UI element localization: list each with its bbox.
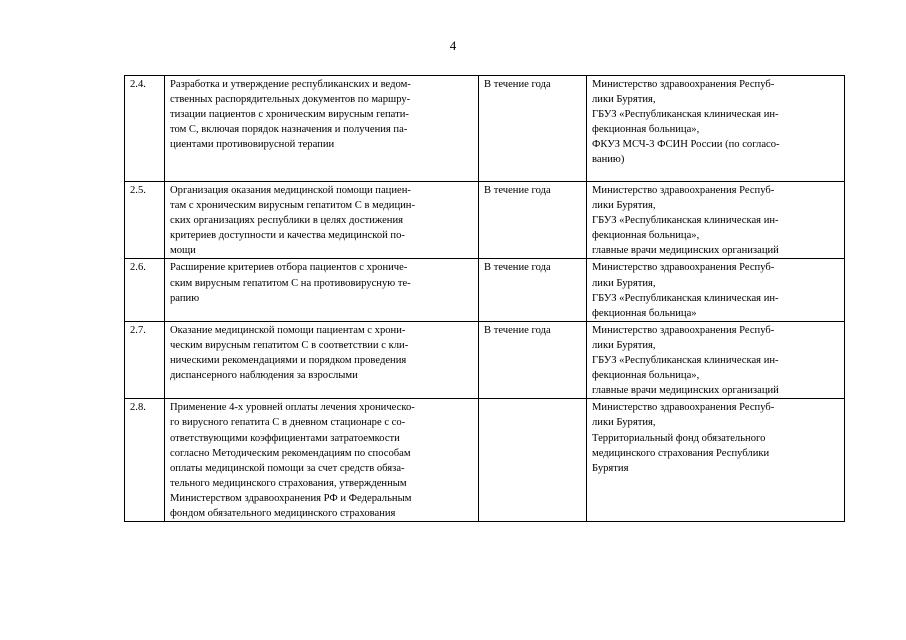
measure-description: Применение 4-х уровней оплаты лечения хроническо- го вирусного гепатита С в дневном стационаре с со- ответствующими коэффициентами затратоемкости согласно Методическим рекомендациям по способам оплаты медицинской помощи за счет средств обяза- тельного медицинского страхования, утвержденным Министерством здравоохранения РФ и Федеральным фондом обязательного медицинского страхования	[165, 399, 479, 522]
table-row	[125, 321, 845, 398]
measure-responsible: Министерство здравоохранения Респуб- лики Бурятия, ГБУЗ «Республиканская клиническая ин- фекционная больница», главные врачи медицинских организаций	[587, 182, 845, 259]
measure-responsible: Министерство здравоохранения Респуб- лики Бурятия, Территориальный фонд обязательного медицинского страхования Республики Бурятия	[587, 399, 845, 522]
measure-term: В течение года	[479, 321, 587, 398]
row-number: 2.8.	[125, 399, 165, 522]
table-row	[125, 76, 845, 182]
table-row	[125, 182, 845, 259]
measure-term: В течение года	[479, 182, 587, 259]
measure-responsible: Министерство здравоохранения Респуб- лики Бурятия, ГБУЗ «Республиканская клиническая ин- фекционная больница»	[587, 259, 845, 321]
measure-description: Организация оказания медицинской помощи пациен- там с хроническим вирусным гепатитом С в медицин- ских организациях республики в целях достижения критериев доступности и качества медицинской по- мощи	[165, 182, 479, 259]
measure-responsible: Министерство здравоохранения Респуб- лики Бурятия, ГБУЗ «Республиканская клиническая ин- фекционная больница», главные врачи медицинских организаций	[587, 321, 845, 398]
row-number: 2.5.	[125, 182, 165, 259]
row-number: 2.4.	[125, 76, 165, 182]
table-row	[125, 259, 845, 321]
measure-description: Оказание медицинской помощи пациентам с хрони- ческим вирусным гепатитом С в соответствии с кли- ническими рекомендациями и порядком проведения диспансерного наблюдения за взрослыми	[165, 321, 479, 398]
measure-responsible: Министерство здравоохранения Респуб- лики Бурятия, ГБУЗ «Республиканская клиническая ин- фекционная больница», ФКУЗ МСЧ-3 ФСИН России (по согласо- ванию)	[587, 76, 845, 182]
measure-term: В течение года	[479, 259, 587, 321]
page-number: 4	[449, 38, 457, 53]
measure-description: Расширение критериев отбора пациентов с хрониче- ским вирусным гепатитом С на противовирусную те- рапию	[165, 259, 479, 321]
measure-term	[479, 399, 587, 522]
measure-term: В течение года	[479, 76, 587, 182]
measure-description: Разработка и утверждение республиканских и ведом- ственных распорядительных документов по маршру- тизации пациентов с хроническим вирусным гепати- том С, включая порядок назначения и получения па- циентами противовирусной терапии	[165, 76, 479, 182]
row-number: 2.6.	[125, 259, 165, 321]
row-number: 2.7.	[125, 321, 165, 398]
measures-table	[124, 75, 845, 522]
table-row	[125, 399, 845, 522]
